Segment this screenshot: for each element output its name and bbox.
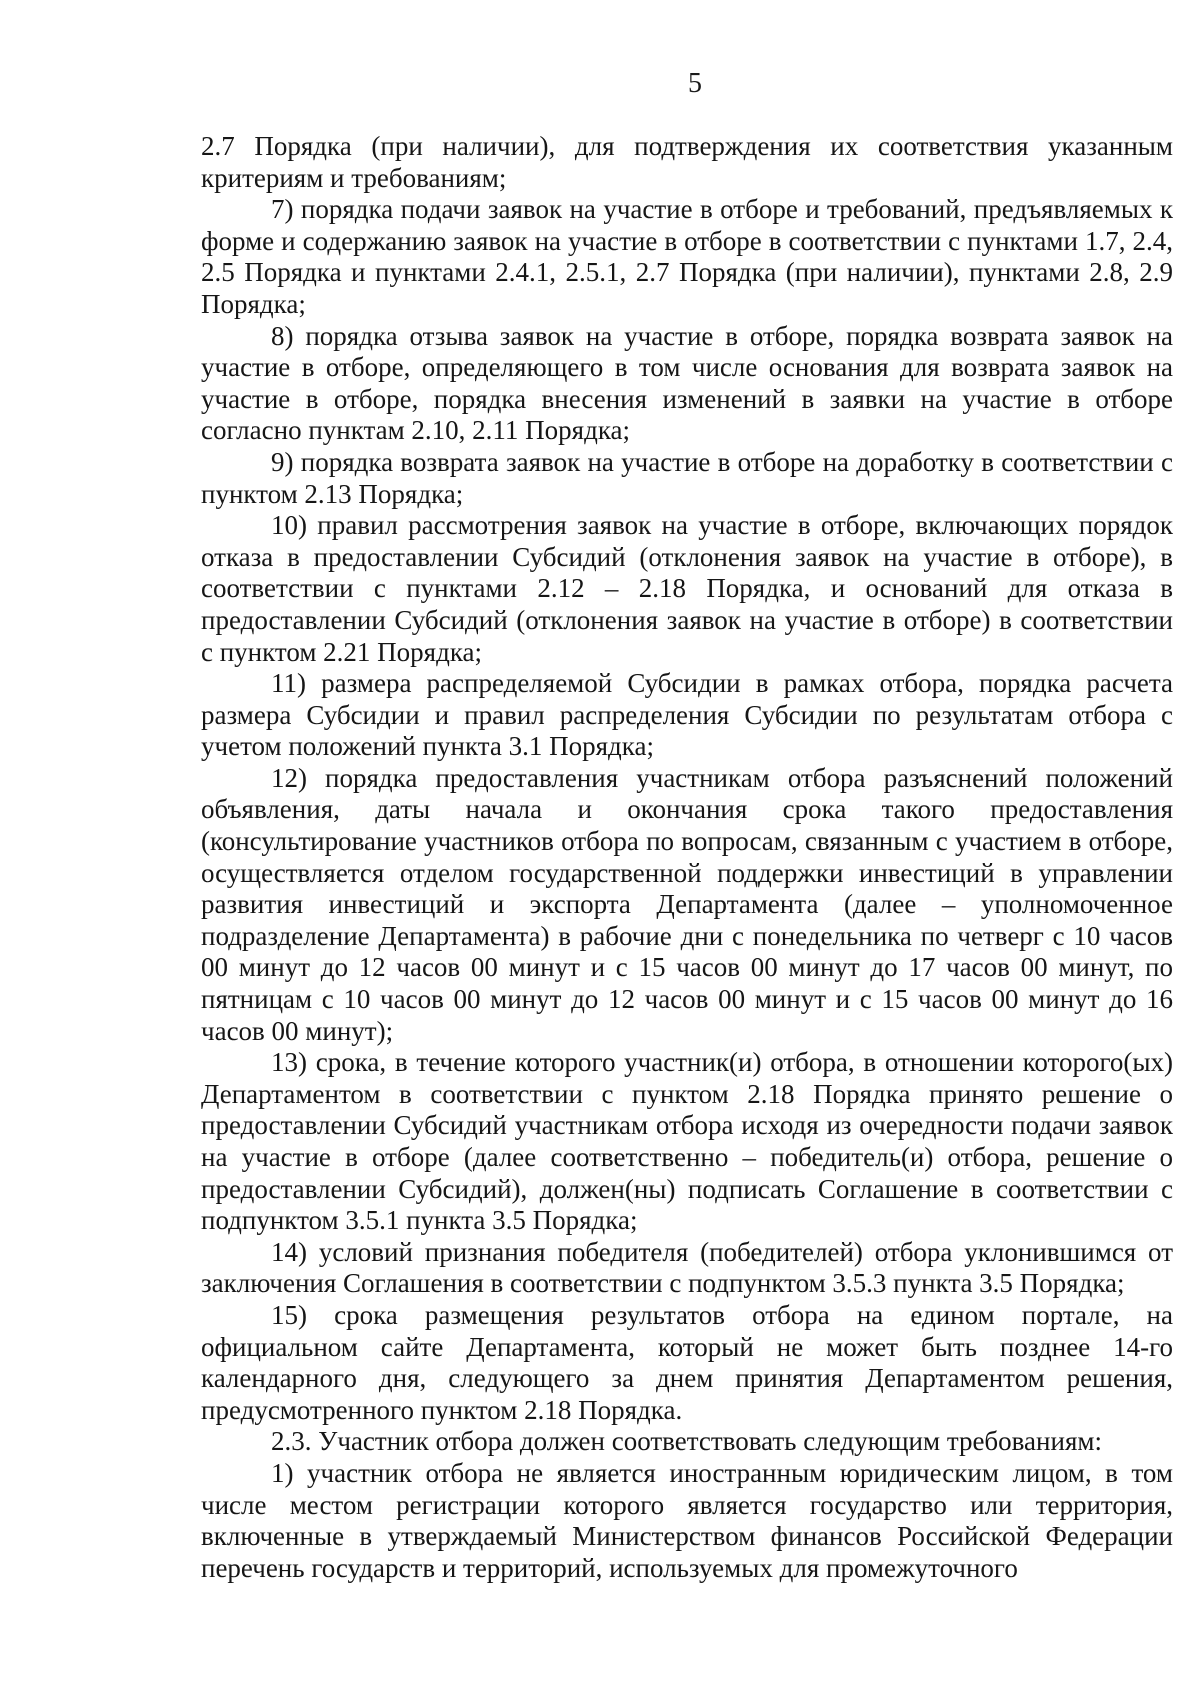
- paragraph-item-14: 14) условий признания победителя (победителей) отбора уклонившимся от заключения Соглашения в соответствии с подпунктом 3.5.3 пункта 3.5 Порядка;: [201, 1236, 1173, 1299]
- page-number: 5: [688, 68, 702, 99]
- paragraph-section-2-3: 2.3. Участник отбора должен соответствовать следующим требованиям:: [271, 1426, 1102, 1457]
- paragraph-item-13: 13) срока, в течение которого участник(и) отбора, в отношении которого(ых) Департаментом в соответствии с пунктом 2.18 Порядка принято решение о предоставлении Субсидий участникам отбора исходя из очередности подачи заявок на участие в отборе (далее соответственно – победитель(и) отбора, решение о предоставлении Субсидий), должен(ны) подписать Соглашение в соответствии с подпунктом 3.5.1 пункта 3.5 Порядка;: [201, 1047, 1173, 1236]
- paragraph-item-15: 15) срока размещения результатов отбора на едином портале, на официальном сайте Департамента, который не может быть позднее 14-го календарного дня, следующего за днем принятия Департаментом решения, предусмотренного пунктом 2.18 Порядка.: [201, 1299, 1173, 1425]
- paragraph-item-11: 11) размера распределяемой Субсидии в рамках отбора, порядка расчета размера Субсидии и правил распределения Субсидии по результатам отбора с учетом положений пункта 3.1 Порядка;: [201, 668, 1173, 762]
- paragraph-item-12: 12) порядка предоставления участникам отбора разъяснений положений объявления, даты начала и окончания срока такого предоставления (консультирование участников отбора по вопросам, связанным с участием в отборе, осуществляется отделом государственной поддержки инвестиций в управлении развития инвестиций и экспорта Департамента (далее – уполномоченное подразделение Департамента) в рабочие дни с понедельника по четверг с 10 часов 00 минут до 12 часов 00 минут и с 15 часов 00 минут до 17 часов 00 минут, по пятницам с 10 часов 00 минут до 12 часов 00 минут и с 15 часов 00 минут до 16 часов 00 минут);: [201, 762, 1173, 1046]
- paragraph-continuation: 2.7 Порядка (при наличии), для подтверждения их соответствия указанным критериям и требованиям;: [201, 131, 1173, 193]
- paragraph-item-10: 10) правил рассмотрения заявок на участие в отборе, включающих порядок отказа в предоставлении Субсидий (отклонения заявок на участие в отборе), в соответствии с пунктами 2.12 – 2.18 Порядка, и оснований для отказа в предоставлении Субсидий (отклонения заявок на участие в отборе) в соответствии с пунктом 2.21 Порядка;: [201, 510, 1173, 667]
- paragraph-item-8: 8) порядка отзыва заявок на участие в отборе, порядка возврата заявок на участие в отборе, определяющего в том числе основания для возврата заявок на участие в отборе, порядка внесения изменений в заявки на участие в отборе согласно пунктам 2.10, 2.11 Порядка;: [201, 320, 1173, 446]
- document-body: [201, 131, 1173, 1584]
- paragraph-requirement-1: 1) участник отбора не является иностранным юридическим лицом, в том числе местом регистрации которого является государство или территория, включенные в утверждаемый Министерством финансов Российской Федерации перечень государств и территорий, используемых для промежуточного: [201, 1457, 1173, 1583]
- paragraph-item-7: 7) порядка подачи заявок на участие в отборе и требований, предъявляемых к форме и содержанию заявок на участие в отборе в соответствии с пунктами 1.7, 2.4, 2.5 Порядка и пунктами 2.4.1, 2.5.1, 2.7 Порядка (при наличии), пунктами 2.8, 2.9 Порядка;: [201, 194, 1173, 319]
- paragraph-item-9: 9) порядка возврата заявок на участие в отборе на доработку в соответствии с пунктом 2.13 Порядка;: [201, 446, 1173, 509]
